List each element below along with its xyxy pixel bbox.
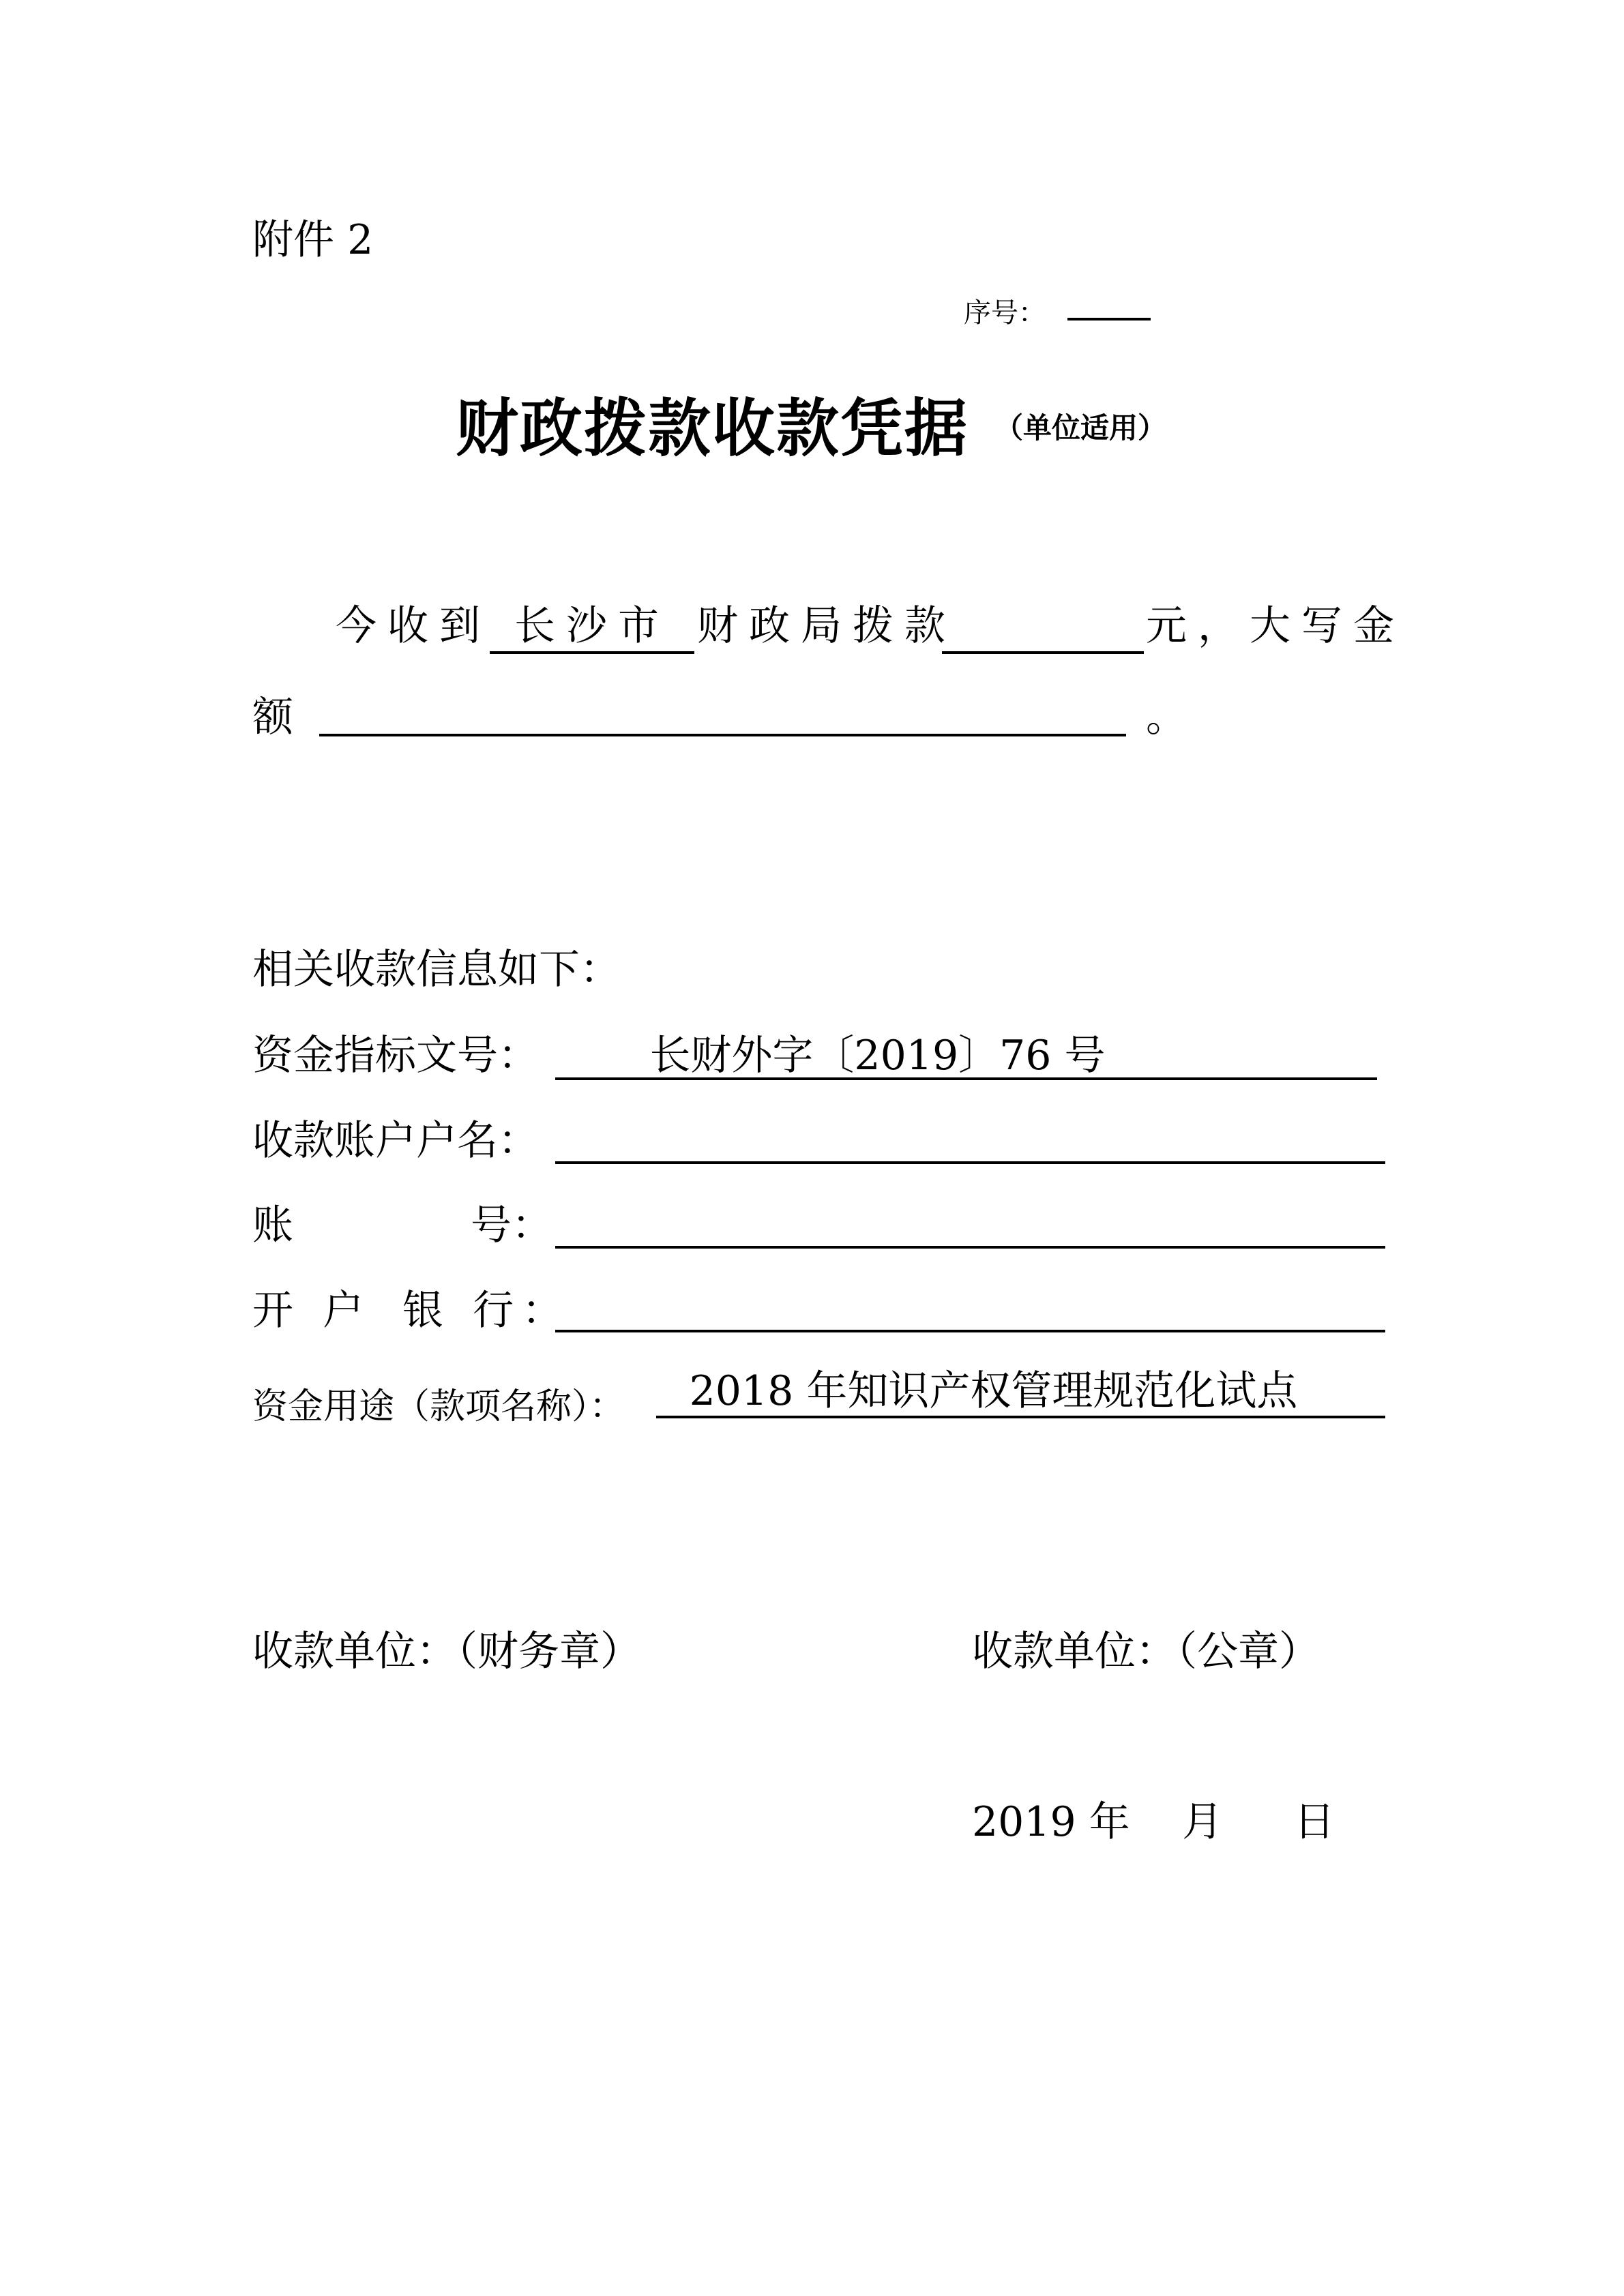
bank-blank[interactable]	[555, 1330, 1385, 1332]
account-name-blank[interactable]	[555, 1161, 1385, 1164]
amount-words-label: 额	[252, 694, 293, 741]
fund-index-underline[interactable]	[555, 1077, 1377, 1080]
page-title: 财政拨款收款凭据	[456, 392, 969, 465]
official-seal-label: 收款单位：（公章）	[972, 1628, 1320, 1675]
amount-words-blank[interactable]	[319, 734, 1126, 736]
info-heading: 相关收款信息如下：	[252, 946, 621, 994]
date-year: 2019 年	[972, 1798, 1130, 1846]
receive-prefix: 今收到	[336, 602, 491, 650]
fund-usage-value	[656, 1367, 1385, 1415]
fund-index-label: 资金指标文号：	[252, 1032, 539, 1079]
serial-blank[interactable]	[1067, 318, 1151, 320]
attachment-label: 附件 2	[252, 216, 374, 264]
yuan-text: 元，大写金	[1146, 602, 1405, 650]
account-number-blank[interactable]	[555, 1246, 1385, 1249]
finance-seal-label: 收款单位：（财务章）	[252, 1628, 641, 1675]
payer-city: 长沙市	[514, 602, 670, 650]
fund-index-text: 长财外字〔2019〕76 号	[649, 1032, 1106, 1079]
page-subtitle: （单位适用）	[994, 411, 1167, 445]
account-number-label-b: 号：	[471, 1202, 552, 1249]
amount-figure-blank[interactable]	[942, 651, 1144, 654]
payer-city-underline	[490, 651, 694, 654]
bank-label-a: 开 户	[252, 1287, 372, 1335]
fund-usage-underline[interactable]	[656, 1416, 1385, 1418]
serial-label: 序号：	[964, 297, 1046, 329]
fund-index-value	[555, 1032, 1377, 1079]
end-mark: 。	[1146, 694, 1187, 741]
date-day: 日	[1294, 1798, 1335, 1846]
bank-label-b: 银 行：	[402, 1287, 572, 1335]
date-month: 月	[1182, 1798, 1223, 1846]
fund-usage-label: 资金用途（款项名称）：	[252, 1386, 625, 1427]
fund-usage-text: 2018 年知识产权管理规范化试点	[689, 1367, 1298, 1415]
bureau-text: 财政局拨款	[697, 602, 956, 650]
account-number-label-a: 账	[252, 1202, 293, 1249]
account-name-label: 收款账户户名：	[252, 1117, 539, 1165]
